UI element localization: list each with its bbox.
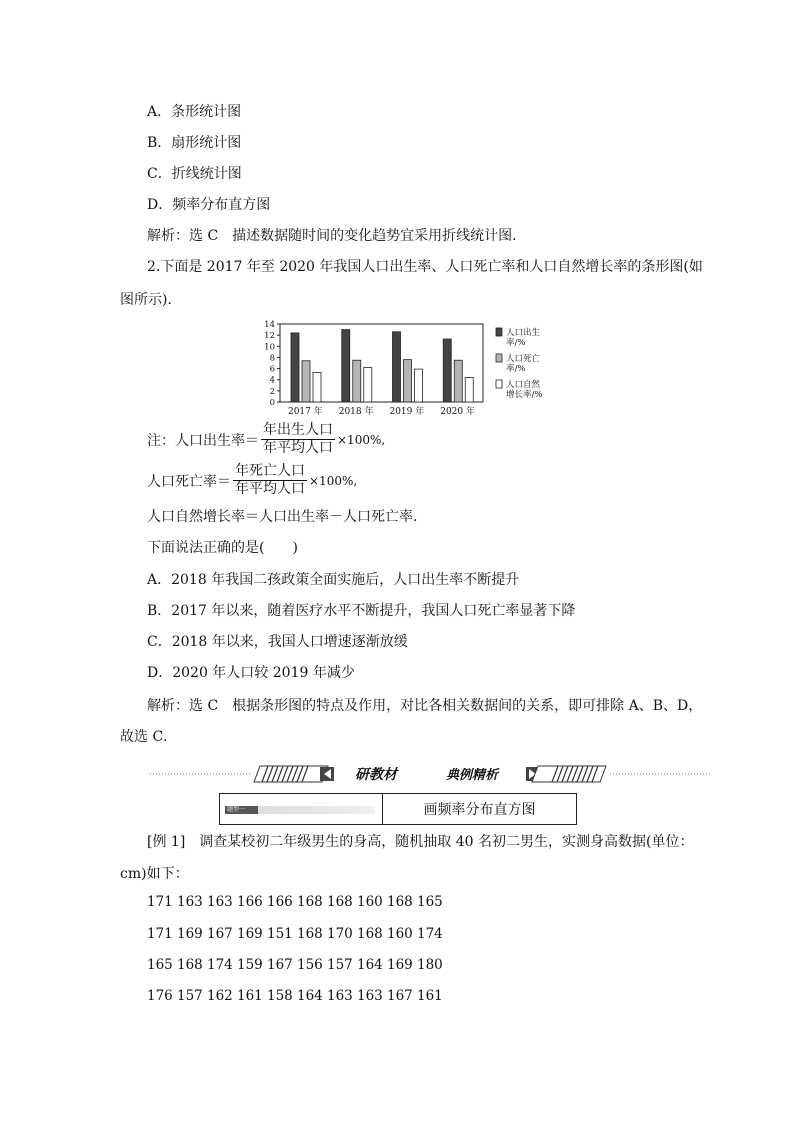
formula-birth-rate (147, 422, 385, 457)
height-row (147, 988, 447, 1004)
option2-a: A．2018 年我国二孩政策全面实施后，人口出生率不断提升 (147, 572, 520, 588)
section-tag (225, 806, 375, 814)
fraction-numerator: 年死亡人口 (235, 463, 305, 479)
legend-label: 率/% (506, 338, 526, 348)
height-value: 171 (147, 894, 173, 910)
height-value: 167 (267, 957, 293, 973)
analysis-2-line2: 故选 C． (120, 729, 178, 745)
plot-frame (280, 324, 483, 402)
x-tick-label: 2019 年 (389, 407, 425, 417)
bar (313, 372, 321, 402)
x-tick-label: 2018 年 (338, 407, 374, 417)
banner-title-left: 研教材 (355, 767, 397, 783)
fraction-denominator: 年平均人口 (263, 440, 333, 456)
y-tick-label: 12 (264, 331, 275, 342)
height-value: 164 (357, 957, 383, 973)
formula-growth-rate: 人口自然增长率＝人口出生率－人口死亡率． (147, 509, 427, 525)
section-tag-label: 题型一 (227, 806, 246, 813)
height-value: 169 (177, 926, 203, 942)
question-2-line1: 2.下面是 2017 年至 2020 年我国人口出生率、人口死亡率和人口自然增长率的条形图(如 (147, 259, 703, 275)
height-row (147, 894, 447, 910)
formula-death-lead: 人口死亡率＝ (147, 473, 231, 490)
fraction (233, 463, 307, 498)
section-tag-cell (220, 794, 383, 824)
y-tick-label: 14 (264, 320, 275, 330)
question-prompt: 下面说法正确的是( ) (147, 540, 298, 556)
height-value: 169 (387, 957, 413, 973)
height-value: 156 (297, 957, 323, 973)
legend-label: 人口出生 (506, 328, 541, 338)
height-value: 165 (147, 957, 173, 973)
legend-label: 人口自然 (506, 380, 541, 390)
bar (291, 333, 299, 402)
height-value: 169 (237, 926, 263, 942)
legend-label: 人口死亡 (506, 354, 541, 364)
height-value: 160 (357, 894, 383, 910)
example-line2: cm)如下： (120, 866, 189, 882)
height-value: 166 (237, 894, 263, 910)
bar-chart (258, 318, 568, 418)
section-banner (150, 762, 710, 786)
bar (465, 377, 473, 402)
banner-hatch-left (254, 766, 334, 782)
fraction (261, 422, 335, 457)
height-value: 161 (237, 988, 263, 1004)
height-value: 157 (327, 957, 353, 973)
height-value: 163 (177, 894, 203, 910)
bar (404, 360, 412, 402)
bar (393, 332, 401, 402)
height-value: 162 (207, 988, 233, 1004)
height-value: 174 (207, 957, 233, 973)
formula-birth-tail: ×100%, (337, 432, 386, 447)
analysis-2-line1: 解析：选 C 根据条形图的特点及作用，对比各相关数据间的关系，即可排除 A、B、D， (147, 698, 703, 714)
option2-d: D．2020 年人口较 2019 年减少 (147, 665, 355, 681)
x-tick-label: 2020 年 (440, 407, 476, 417)
height-value: 161 (417, 988, 443, 1004)
formula-death-rate (147, 463, 357, 498)
bar (454, 360, 462, 402)
y-tick-label: 10 (264, 342, 275, 353)
height-value: 168 (297, 894, 323, 910)
height-value: 167 (387, 988, 413, 1004)
section-title: 画频率分布直方图 (423, 802, 536, 818)
bar (443, 339, 451, 402)
banner-title-right: 典例精析 (446, 768, 499, 783)
bar (342, 330, 350, 402)
legend-label: 率/% (506, 364, 526, 374)
option2-b: B．2017 年以来，随着医疗水平不断提升，我国人口死亡率显著下降 (147, 603, 576, 619)
y-tick-label: 8 (269, 353, 275, 364)
option-d: D．频率分布直方图 (147, 197, 271, 213)
height-value: 168 (297, 926, 323, 942)
y-tick-label: 0 (269, 398, 275, 408)
option-a: A．条形统计图 (147, 104, 242, 120)
height-value: 168 (327, 894, 353, 910)
bar (415, 369, 423, 402)
height-value: 160 (387, 926, 413, 942)
fraction-denominator: 年平均人口 (235, 481, 305, 497)
legend-swatch (496, 328, 502, 336)
height-value: 163 (327, 988, 353, 1004)
height-value: 159 (237, 957, 263, 973)
legend-label: 增长率/% (506, 390, 543, 400)
y-tick-label: 6 (269, 364, 275, 375)
height-value: 180 (417, 957, 443, 973)
height-value: 164 (297, 988, 323, 1004)
legend-swatch (496, 380, 502, 388)
height-value: 170 (327, 926, 353, 942)
formula-birth-lead: 注：人口出生率＝ (147, 432, 259, 449)
height-value: 163 (207, 894, 233, 910)
option-b: B．扇形统计图 (147, 135, 242, 151)
height-value: 171 (147, 926, 173, 942)
height-value: 167 (207, 926, 233, 942)
example-line1: [例 1] 调查某校初二年级男生的身高，随机抽取 40 名初二男生，实测身高数据(单位： (147, 834, 694, 850)
fraction-numerator: 年出生人口 (263, 422, 333, 438)
height-value: 163 (357, 988, 383, 1004)
section-header (219, 793, 577, 825)
option-c: C．折线统计图 (147, 166, 242, 182)
y-tick-label: 4 (269, 375, 275, 386)
bar (302, 361, 310, 402)
height-row (147, 957, 447, 973)
height-value: 158 (267, 988, 293, 1004)
option2-c: C．2018 年以来，我国人口增速逐渐放缓 (147, 634, 408, 650)
bar (353, 360, 361, 402)
y-tick-label: 2 (269, 386, 275, 397)
height-value: 157 (177, 988, 203, 1004)
height-value: 165 (417, 894, 443, 910)
analysis-1: 解析：选 C 描述数据随时间的变化趋势宜采用折线统计图． (147, 228, 527, 244)
height-value: 151 (267, 926, 293, 942)
bar (364, 367, 372, 402)
formula-death-tail: ×100%, (309, 473, 358, 488)
height-value: 166 (267, 894, 293, 910)
legend-swatch (496, 354, 502, 362)
question-2-line2: 图所示)． (120, 292, 182, 308)
height-row (147, 926, 447, 942)
height-value: 174 (417, 926, 443, 942)
height-value: 168 (177, 957, 203, 973)
height-value: 168 (387, 894, 413, 910)
banner-hatch-right (526, 766, 606, 782)
height-value: 176 (147, 988, 173, 1004)
height-value: 168 (357, 926, 383, 942)
x-tick-label: 2017 年 (287, 407, 323, 417)
